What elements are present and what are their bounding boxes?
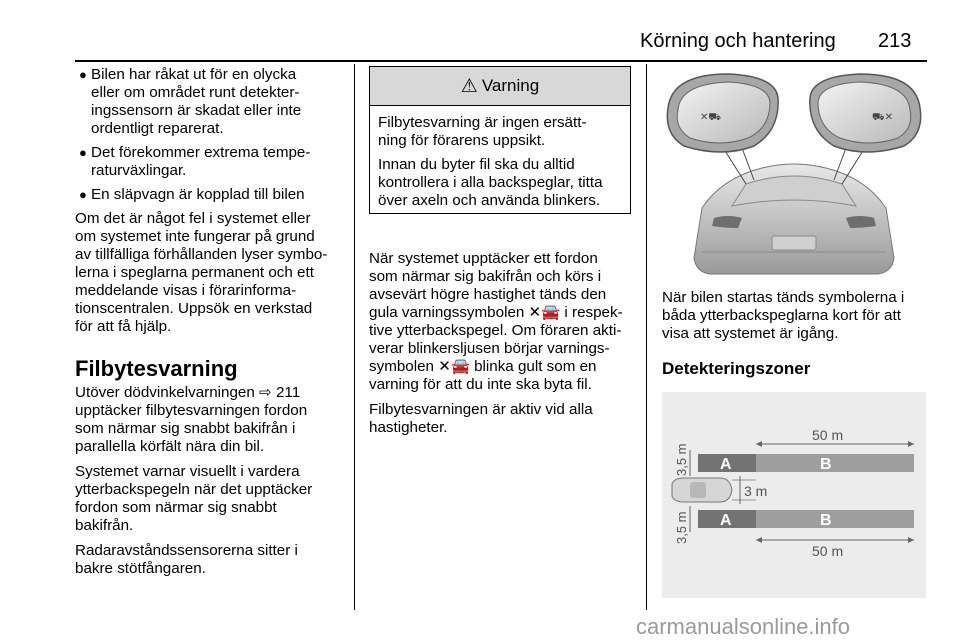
- column-divider-1: [354, 64, 355, 610]
- paragraph-detection: När systemet upptäcker ett fordon som närmar sig bakifrån och körs i avsevärt högre hastighet tänds den gula varningssymbolen ✕🚘 i respek- tive ytterbackspegel. Om föraren akti- verar blinkersljusen börjar varnings- symbolen ✕🚘 blinka gult som en varning för att du inte ska byta fil.: [369, 250, 623, 393]
- paragraph-malfunction: Om det är något fel i systemet eller om systemet inte fungerar på grund av tillfälliga förhållanden lyser symbo- lerna i speglarna permanent och ett meddelande visas i förarinforma- tionscentralen. Uppsök en verkstad för att få hjälp.: [75, 210, 328, 335]
- paragraph-speed: Filbytesvarningen är aktiv vid alla hastigheter.: [369, 401, 593, 436]
- column-2: [369, 250, 635, 444]
- car-top-view: [672, 478, 732, 502]
- bullet-text: Bilen har råkat ut för en olycka eller om området runt detekter- ingssensorn är skadat eller inte ordentligt reparerat.: [91, 66, 302, 137]
- distance-label-bottom: 50 m: [812, 543, 844, 559]
- left-mirror: [667, 74, 778, 152]
- right-mirror: [810, 74, 921, 152]
- paragraph-intro: Utöver dödvinkelvarningen ⇨ 211 upptäcker filbytesvarningen fordon som närmar sig snabbt bakifrån i parallella körfält nära din bil.: [75, 384, 308, 455]
- zone-a-label: A: [720, 512, 732, 529]
- bullet-item: [75, 66, 345, 138]
- zone-b-top: [756, 454, 914, 472]
- zone-b-label: B: [820, 456, 832, 473]
- detection-zones-diagram: [662, 392, 926, 598]
- bullet-dot: ●: [79, 67, 87, 82]
- car-rear-view: [694, 164, 894, 274]
- lateral-distance-label: 3 m: [744, 483, 768, 499]
- subsection-heading: Detekteringszoner: [662, 359, 811, 378]
- bullet-text: Det förekommer extrema tempe- raturväxlingar.: [91, 144, 311, 179]
- page-number: 213: [878, 30, 912, 52]
- lane-change-warning-icon: ⛟✕: [872, 112, 893, 123]
- mirror-illustration: [662, 68, 926, 278]
- column-1: [75, 66, 345, 585]
- width-label-bottom: 3,5 m: [674, 511, 689, 544]
- paragraph-sensors: Radaravståndssensorerna sitter i bakre stötfångaren.: [75, 542, 298, 577]
- width-label-top: 3,5 m: [674, 443, 689, 476]
- warning-header: [370, 67, 630, 106]
- warning-paragraph: Innan du byter fil ska du alltid kontrollera i alla backspeglar, titta över axeln och använda blinkers.: [378, 156, 603, 209]
- paragraph-visual-warning: Systemet varnar visuellt i vardera ytterbackspegeln när det upptäcker fordon som närmar sig snabbt bakifrån.: [75, 463, 313, 534]
- bullet-dot: ●: [79, 145, 87, 160]
- warning-paragraph: Filbytesvarning är ingen ersätt- ning för förarens uppsikt.: [378, 114, 587, 149]
- warning-triangle-icon: ⚠: [460, 75, 478, 97]
- bullet-text: En släpvagn är kopplad till bilen: [91, 186, 305, 203]
- zone-b-bottom: [756, 510, 914, 528]
- watermark: carmanualsonline.info: [636, 614, 851, 639]
- bullet-item: [75, 144, 345, 180]
- header-rule: [75, 60, 927, 62]
- warning-box: [369, 66, 631, 214]
- section-heading: Filbytesvarning: [75, 356, 238, 381]
- lane-change-warning-icon: ✕⛟: [700, 112, 721, 123]
- zone-b-label: B: [820, 512, 832, 529]
- paragraph-startup: När bilen startas tänds symbolerna i båda ytterbackspeglarna kort för att visa att systemet är igång.: [662, 289, 905, 342]
- distance-label-top: 50 m: [812, 427, 844, 443]
- column-divider-2: [646, 64, 647, 610]
- warning-title: Varning: [481, 76, 540, 95]
- zone-a-label: A: [720, 456, 732, 473]
- warning-body: [370, 106, 630, 210]
- bullet-dot: ●: [79, 187, 87, 202]
- column-3: [662, 289, 924, 379]
- bullet-item: [75, 186, 345, 204]
- page-header-title: Körning och hantering: [640, 30, 836, 52]
